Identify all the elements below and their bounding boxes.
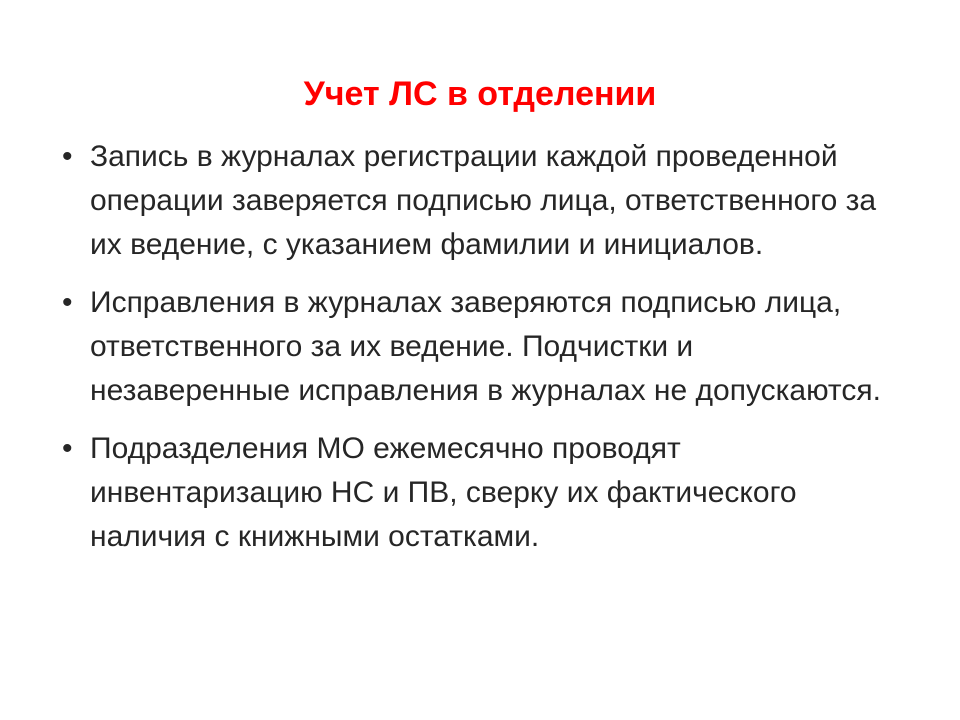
bullet-item [62, 427, 882, 559]
bullet-dot-icon: • [62, 432, 73, 465]
bullet-dot-icon: • [62, 140, 73, 173]
bullet-dot-icon: • [62, 286, 73, 319]
bullet-text: Запись в журналах регистрации каждой проведенной операции заверяется подписью лица, ответственного за их ведение, с указанием фамилии и инициалов. [90, 140, 877, 261]
slide-title: Учет ЛС в отделении [303, 75, 657, 113]
bullet-list [62, 135, 882, 573]
bullet-item [62, 135, 882, 267]
bullet-item [62, 281, 882, 413]
bullet-text: Исправления в журналах заверяются подписью лица, ответственного за их ведение. Подчистки и незаверенные исправления в журналах не допускаются. [90, 286, 881, 407]
bullet-text: Подразделения МО ежемесячно проводят инвентаризацию НС и ПВ, сверку их фактического наличия с книжными остатками. [90, 432, 797, 553]
